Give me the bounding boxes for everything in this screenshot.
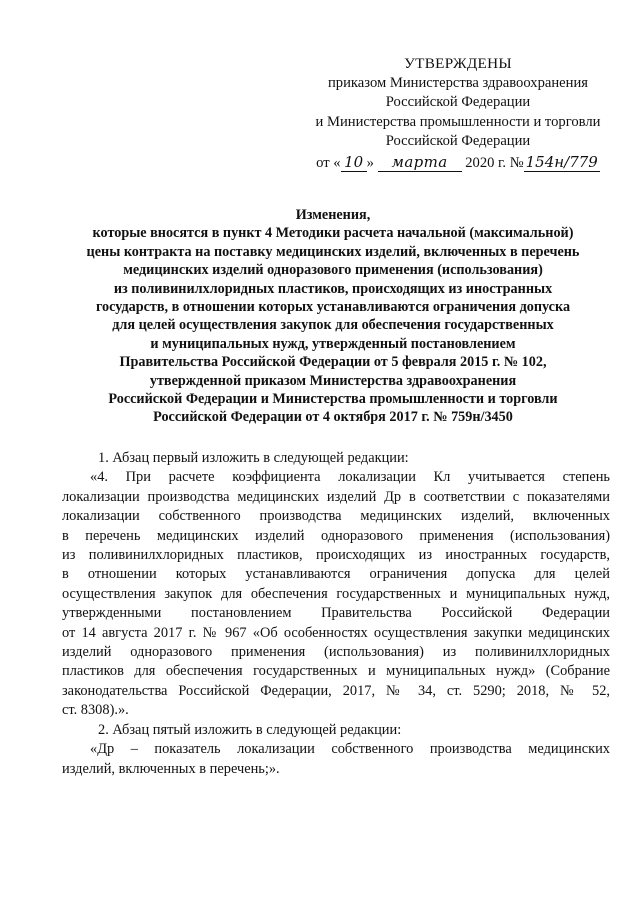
approval-heading: УТВЕРЖДЕНЫ: [404, 55, 512, 72]
order-reference: [300, 154, 616, 174]
item-1-line: утвержденными постановлением Правительства Российской Федерации: [62, 605, 610, 622]
item-1-heading: 1. Абзац первый изложить в следующей редакции:: [98, 450, 409, 466]
title-line: из поливинилхлоридных пластиков, происходящих из иностранных: [113, 280, 553, 297]
title-line: цены контракта на поставку медицинских изделий, включенных в перечень: [86, 243, 580, 260]
title-line: и муниципальных нужд, утвержденный постановлением: [150, 335, 516, 352]
order-day-handwritten: 10: [341, 154, 367, 172]
title-line: Правительства Российской Федерации от 5 февраля 2015 г. № 102,: [119, 354, 547, 371]
order-month-handwritten: марта: [378, 154, 462, 172]
title-line: утвержденной приказом Министерства здравоохранения: [149, 372, 517, 389]
order-prefix: от «: [316, 154, 341, 171]
item-1: [62, 449, 610, 721]
document-body: [62, 449, 610, 779]
item-1-line: локализации производства медицинских изделий Др в соответствии с показателями: [62, 488, 610, 505]
item-1-line: локализации собственного производства медицинских изделий, включенных: [62, 508, 610, 525]
title-line: Российской Федерации и Министерства промышленности и торговли: [108, 391, 558, 408]
approval-line: приказом Министерства здравоохранения: [328, 74, 588, 91]
item-1-line: в отношении которых устанавливаются ограничения допуска для целей: [62, 566, 610, 583]
title-line: которые вносятся в пункт 4 Методики расчета начальной (максимальной): [92, 225, 574, 242]
document-title: [40, 206, 626, 427]
title-line: для целей осуществления закупок для обеспечения государственных: [112, 317, 554, 334]
item-2-heading: 2. Абзац пятый изложить в следующей редакции:: [98, 721, 402, 738]
item-1-line: от 14 августа 2017 г. № 967 «Об особенностях осуществления закупки медицинских: [62, 624, 610, 641]
item-1-line: пластиков для обеспечения государственных и муниципальных нужд» (Собрание: [62, 663, 610, 680]
item-1-line: осуществления закупок для обеспечения государственных и муниципальных нужд,: [62, 585, 610, 602]
approval-block: [300, 54, 616, 173]
item-1-line: в перечень медицинских изделий одноразового применения (использования): [62, 527, 610, 544]
title-line: государств, в отношении которых устанавливаются ограничения допуска: [95, 299, 571, 316]
approval-line: и Министерства промышленности и торговли: [315, 113, 601, 130]
order-number-handwritten: 154н/779: [525, 152, 598, 171]
title-line: медицинских изделий одноразового применения (использования): [123, 262, 543, 279]
item-1-line: из поливинилхлоридных пластиков, происходящих из иностранных государств,: [62, 547, 610, 564]
order-year: 2020 г. №: [465, 154, 524, 171]
order-mid: »: [366, 154, 374, 171]
item-1-line: «4. При расчете коэффициента локализации Кл учитывается степень: [90, 469, 610, 486]
item-2: [62, 721, 610, 779]
item-2-line: изделий, включенных в перечень;».: [62, 760, 280, 777]
approval-line: Российской Федерации: [385, 94, 531, 110]
approval-line: Российской Федерации: [385, 133, 531, 149]
title-line: Российской Федерации от 4 октября 2017 г. № 759н/3450: [153, 409, 513, 426]
item-1-line: изделий одноразового применения (использования) из поливинилхлоридных: [62, 644, 610, 661]
item-2-line: «Др – показатель локализации собственного производства медицинских: [90, 741, 610, 758]
item-1-line: ст. 8308).».: [62, 702, 129, 719]
title-line: Изменения,: [295, 207, 371, 223]
item-1-line: законодательства Российской Федерации, 2017, № 34, ст. 5290; 2018, № 52,: [62, 682, 610, 699]
